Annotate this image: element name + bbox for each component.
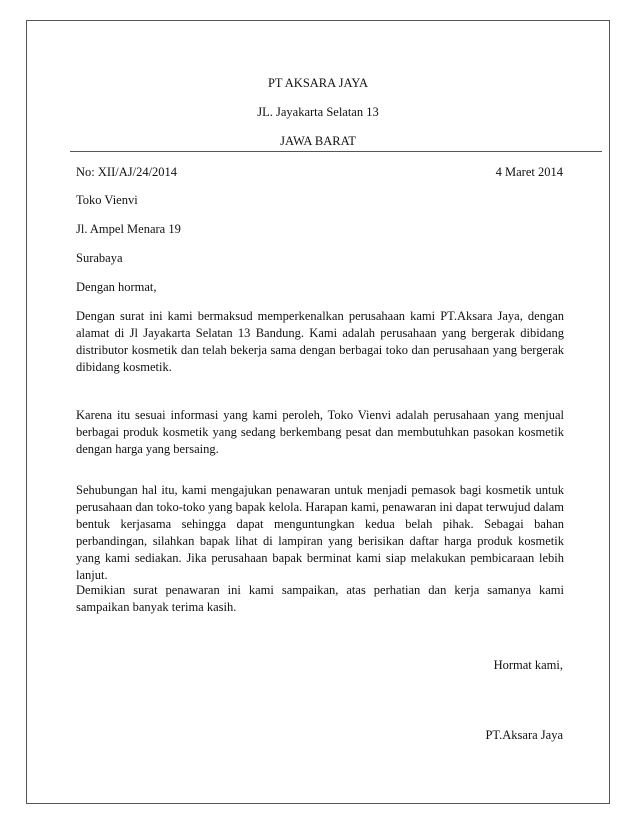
letter-date: 4 Maret 2014 [495,165,563,179]
letter-number: No: XII/AJ/24/2014 [76,165,178,179]
recipient-street: Jl. Ampel Menara 19 [76,222,181,236]
company-address: JL. Jayakarta Selatan 13 [257,105,379,119]
header-divider [70,151,602,152]
company-name: PT AKSARA JAYA [267,76,369,90]
paragraph-intro: Dengan surat ini kami bermaksud memperkenalkan perusahaan kami PT.Aksara Jaya, dengan alamat di Jl Jayakarta Selatan 13 Bandung. Kami adalah perusahaan yang bergerak dibidang distributor kosmetik dan telah bekerja sama dengan berbagai toko dan perusahaan yang bergerak dibidang kosmetik. [76,309,564,374]
paragraph-closing: Demikian surat penawaran ini kami sampaikan, atas perhatian dan kerja samanya kami sampaikan banyak terima kasih. [76,583,564,614]
letter-page [26,20,610,804]
paragraph-reason: Karena itu sesuai informasi yang kami peroleh, Toko Vienvi adalah perusahaan yang menjual berbagai produk kosmetik yang sedang berkembang pesat dan membutuhkan pasokan kosmetik dengan harga yang bersaing. [76,408,564,456]
recipient-name: Toko Vienvi [76,193,138,207]
recipient-city: Surabaya [76,251,123,265]
signature: PT.Aksara Jaya [485,728,563,742]
greeting: Dengan hormat, [76,280,157,294]
closing-salutation: Hormat kami, [493,658,563,672]
paragraph-offer: Sehubungan hal itu, kami mengajukan penawaran untuk menjadi pemasok bagi kosmetik untuk perusahaan dan toko-toko yang bapak kelola. Harapan kami, penawaran ini dapat terwujud dalam bentuk kerjasama sehingga dapat menguntungkan kedua belah pihak. Sebagai bahan perbandingan, silahkan bapak lihat di lampiran yang berisikan daftar harga produk kosmetik yang kami sediakan. Jika perusahaan bapak berminat kami siap melakukan pembicaraan lebih lanjut. [76,483,565,582]
company-region: JAWA BARAT [280,134,356,148]
